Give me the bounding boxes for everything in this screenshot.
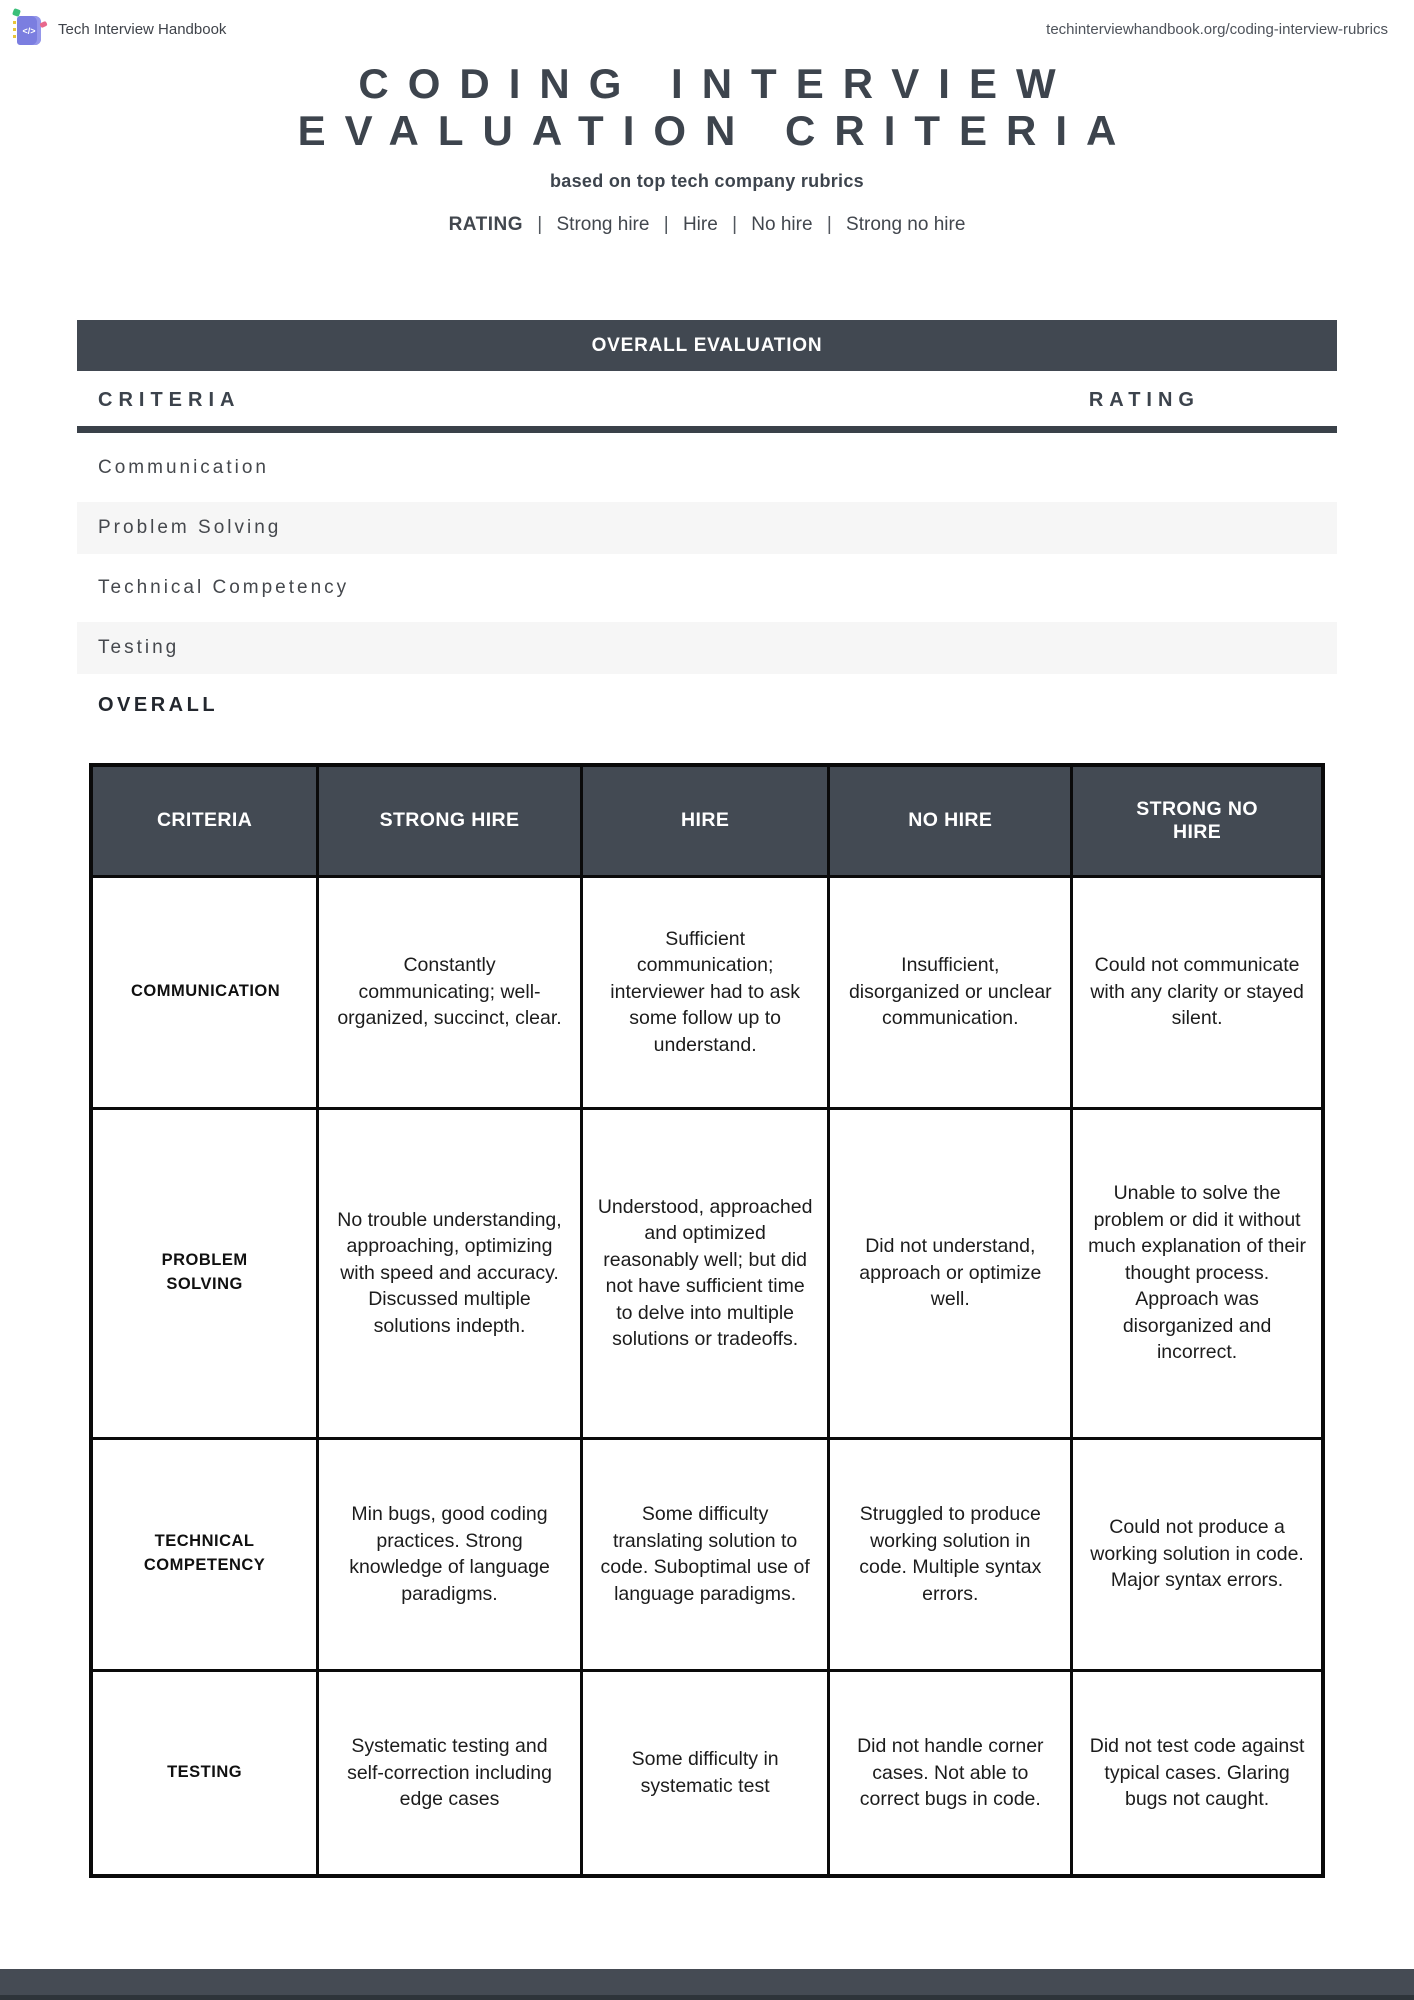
rubric-row-problem-solving (91, 1108, 1323, 1438)
pipe-separator: | (537, 214, 543, 236)
header-cell-strong-no-hire: STRONG NO HIRE (1072, 765, 1323, 876)
page-title-line1: CODING INTERVIEW (358, 60, 1075, 107)
criteria-cell: TESTING (91, 1670, 318, 1876)
rating-option-no-hire: No hire (751, 214, 813, 236)
hire-cell: Sufficient communication; interviewer had to ask some follow up to understand. (581, 876, 829, 1108)
brand (10, 9, 226, 49)
rating-legend (0, 214, 1414, 236)
footer-bar (0, 1969, 1414, 2000)
rating-option-strong-no-hire: Strong no hire (846, 214, 966, 236)
brand-name: Tech Interview Handbook (58, 20, 227, 38)
criteria-cell: COMMUNICATION (91, 876, 318, 1108)
logo-accent-pink (39, 21, 47, 28)
rubric-row-communication (91, 876, 1323, 1108)
page-title-line2: EVALUATION CRITERIA (297, 107, 1136, 155)
rubric-row-testing (91, 1670, 1323, 1876)
logo-book (17, 16, 41, 45)
overall-evaluation-section (77, 320, 1337, 1878)
book-code-icon (10, 9, 48, 49)
rating-option-hire: Hire (682, 214, 718, 236)
pipe-separator: | (732, 214, 738, 236)
rubric-row-technical-competency (91, 1438, 1323, 1670)
strong-no-hire-cell: Could not communicate with any clarity or stayed silent. (1072, 876, 1323, 1108)
header-cell-no-hire: NO HIRE (829, 765, 1072, 876)
no-hire-cell: Did not understand, approach or optimize well. (829, 1108, 1072, 1438)
criteria-row-testing (77, 622, 1337, 674)
section-divider (77, 426, 1337, 433)
header-cell-hire: HIRE (581, 765, 829, 876)
rating-option-strong-hire: Strong hire (556, 214, 650, 236)
criteria-row-label: Technical Competency (98, 577, 350, 599)
hire-cell: Some difficulty translating solution to code. Suboptimal use of language paradigms. (581, 1438, 829, 1670)
rating-column-header: RATING (1088, 389, 1200, 412)
criteria-row-problem-solving (77, 502, 1337, 554)
criteria-row-label: Problem Solving (98, 517, 282, 539)
hire-cell: Some difficulty in systematic test (581, 1670, 829, 1876)
hire-cell: Understood, approached and optimized reasonably well; but did not have sufficient time to delve into multiple solutions or tradeoffs. (581, 1108, 829, 1438)
code-glyph: </> (22, 25, 36, 36)
section-header-bar (77, 320, 1337, 371)
criteria-cell: PROBLEM SOLVING (91, 1108, 318, 1438)
criteria-column-header: CRITERIA (98, 389, 241, 412)
page-subtitle: based on top tech company rubrics (550, 171, 864, 192)
rating-legend-label: RATING (448, 214, 523, 236)
strong-hire-cell: Min bugs, good coding practices. Strong knowledge of language paradigms. (318, 1438, 582, 1670)
criteria-rows (77, 442, 1337, 674)
criteria-row-technical-competency (77, 562, 1337, 614)
criteria-rating-header (77, 389, 1337, 412)
title-block (0, 60, 1414, 192)
top-header (0, 0, 1414, 46)
logo-spine-dots (13, 21, 16, 41)
strong-hire-cell: Constantly communicating; well-organized, succinct, clear. (318, 876, 582, 1108)
rubric-table (89, 763, 1325, 1878)
no-hire-cell: Struggled to produce working solution in code. Multiple syntax errors. (829, 1438, 1072, 1670)
no-hire-cell: Insufficient, disorganized or unclear communication. (829, 876, 1072, 1108)
section-title: OVERALL EVALUATION (591, 334, 823, 356)
pipe-separator: | (826, 214, 832, 236)
overall-row-label: OVERALL (98, 694, 219, 717)
strong-no-hire-cell: Unable to solve the problem or did it without much explanation of their thought process. Approach was disorganized and incorrect. (1072, 1108, 1323, 1438)
criteria-row-communication (77, 442, 1337, 494)
strong-no-hire-cell: Did not test code against typical cases. Glaring bugs not caught. (1072, 1670, 1323, 1876)
criteria-cell: TECHNICAL COMPETENCY (91, 1438, 318, 1670)
criteria-row-label: Communication (98, 457, 269, 479)
no-hire-cell: Did not handle corner cases. Not able to correct bugs in code. (829, 1670, 1072, 1876)
strong-no-hire-cell: Could not produce a working solution in code. Major syntax errors. (1072, 1438, 1323, 1670)
criteria-row-label: Testing (98, 637, 180, 659)
strong-hire-cell: No trouble understanding, approaching, optimizing with speed and accuracy. Discussed multiple solutions indepth. (318, 1108, 582, 1438)
header-cell-strong-hire: STRONG HIRE (318, 765, 582, 876)
header-cell-criteria: CRITERIA (91, 765, 318, 876)
pipe-separator: | (663, 214, 669, 236)
strong-hire-cell: Systematic testing and self-correction including edge cases (318, 1670, 582, 1876)
site-url: techinterviewhandbook.org/coding-interview-rubrics (1046, 20, 1388, 38)
rubric-header-row (91, 765, 1323, 876)
